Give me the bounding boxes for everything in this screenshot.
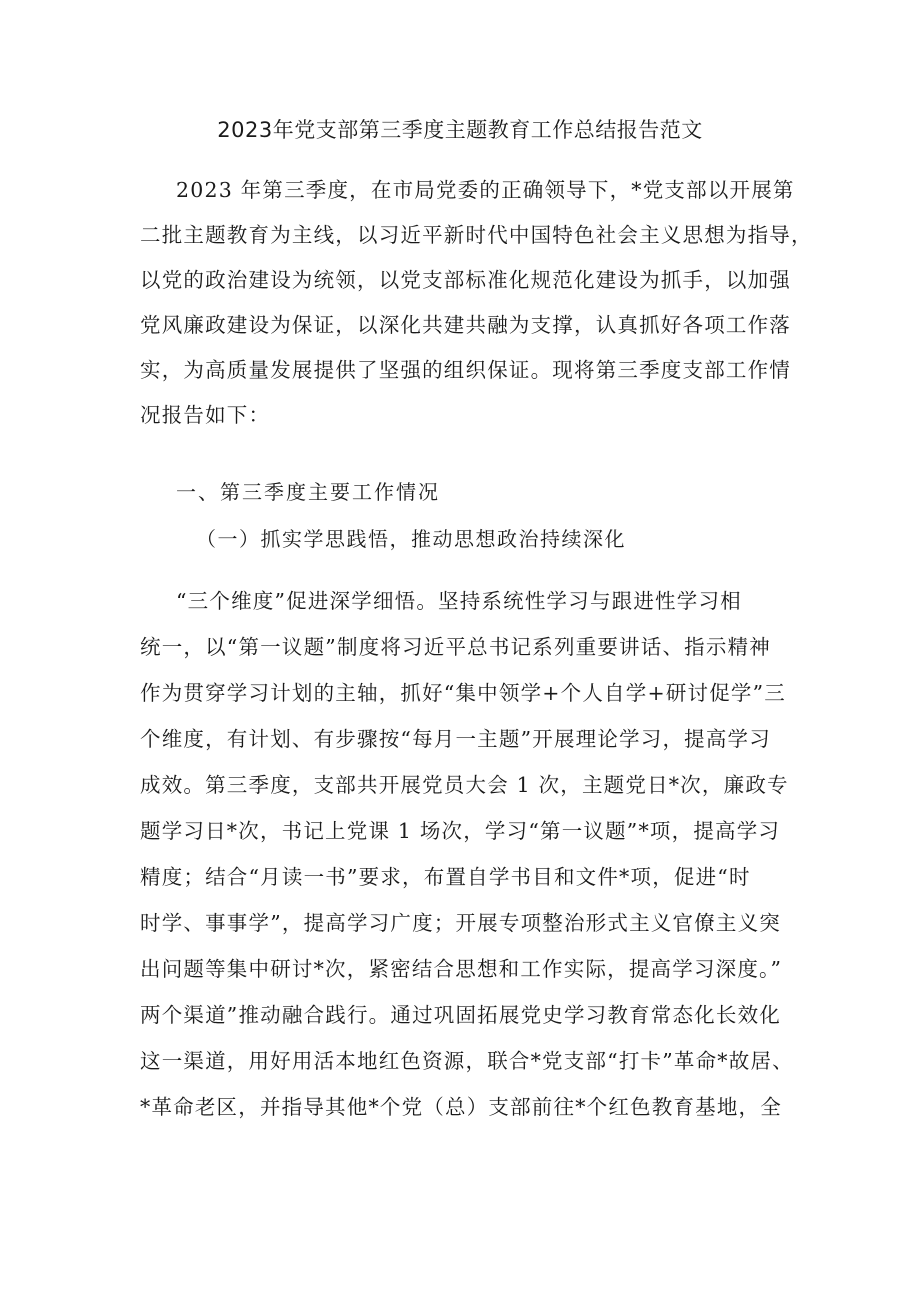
paragraph-line: 党风廉政建设为保证，以深化共建共融为支撑，认真抓好各项工作落 (140, 313, 791, 337)
paragraph-line: 出问题等集中研讨*次，紧密结合思想和工作实际，提高学习深度。” (140, 957, 783, 981)
paragraph-line: 况报告如下： (140, 403, 271, 427)
paragraph-line: 二批主题教育为主线，以习近平新时代中国特色社会主义思想为指导， (140, 223, 813, 247)
subsection-heading: （一）抓实学思践悟，推动思想政治持续深化 (196, 527, 626, 551)
paragraph-line: 2023 年第三季度，在市局党委的正确领导下，*党支部以开展第 (176, 178, 795, 202)
paragraph-line: 以党的政治建设为统领，以党支部标准化规范化建设为抓手，以加强 (140, 268, 791, 292)
document-title: 2023年党支部第三季度主题教育工作总结报告范文 (217, 118, 703, 142)
paragraph-line: 个维度，有计划、有步骤按“每月一主题”开展理论学习，提高学习 (140, 727, 771, 751)
section-heading: 一、第三季度主要工作情况 (176, 480, 440, 504)
paragraph-line: *革命老区，并指导其他*个党（总）支部前往*个红色教育基地，全 (140, 1095, 782, 1119)
paragraph-line: 作为贯穿学习计划的主轴，抓好“集中领学+个人自学+研讨促学”三 (140, 681, 787, 705)
paragraph-line: 题学习日*次，书记上党课 1 场次，学习“第一议题”*项，提高学习 (140, 819, 781, 843)
paragraph-line: “三个维度”促进深学细悟。坚持系统性学习与跟进性学习相 (176, 589, 742, 613)
paragraph-line: 成效。第三季度，支部共开展党员大会 1 次，主题党日*次，廉政专 (140, 773, 789, 797)
paragraph-line: 两个渠道”推动融合践行。通过巩固拓展党史学习教育常态化长效化 (140, 1003, 781, 1027)
paragraph-line: 实，为高质量发展提供了坚强的组织保证。现将第三季度支部工作情 (140, 358, 791, 382)
paragraph-line: 这一渠道，用好用活本地红色资源，联合*党支部“打卡”革命*故居、 (140, 1049, 794, 1073)
paragraph-line: 统一，以“第一议题”制度将习近平总书记系列重要讲话、指示精神 (140, 635, 771, 659)
paragraph-line: 精度；结合“月读一书”要求，布置自学书目和文件*项，促进“时 (140, 865, 751, 889)
paragraph-line: 时学、事事学”，提高学习广度；开展专项整治形式主义官僚主义突 (140, 911, 781, 935)
